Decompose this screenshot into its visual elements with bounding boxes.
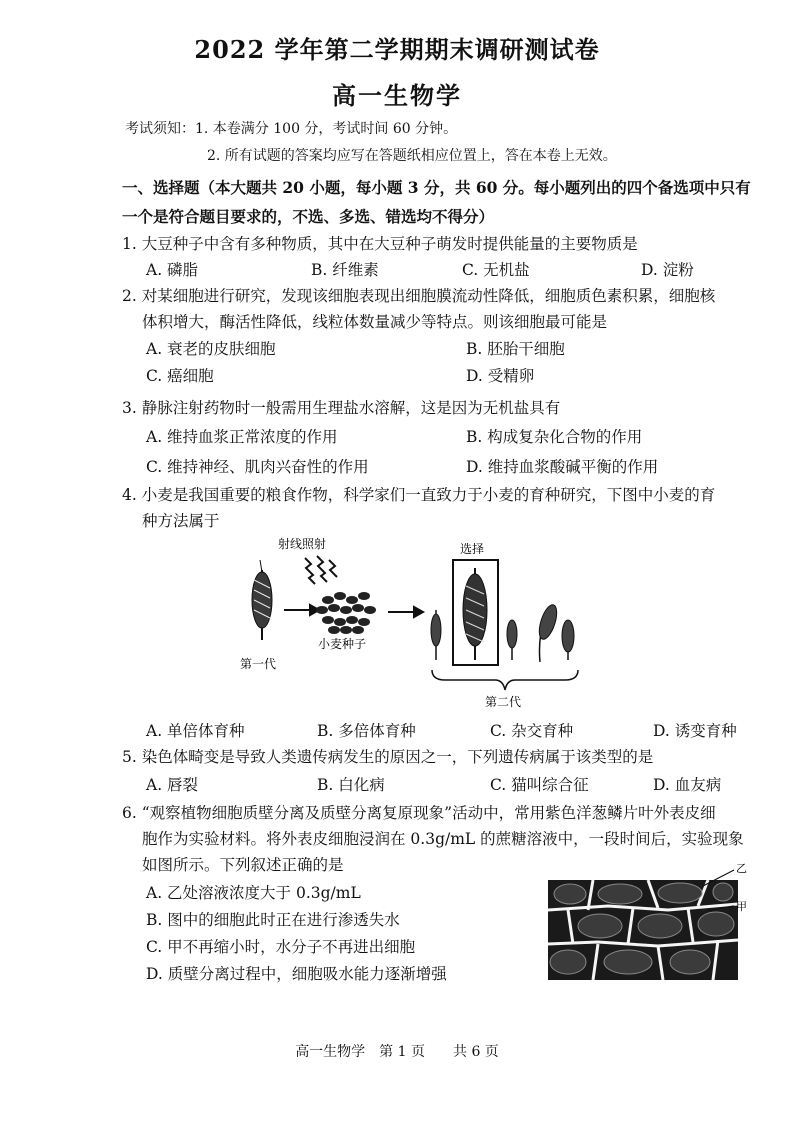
question-5-stem: 5. 染色体畸变是导致人类遗传病发生的原因之一，下列遗传病属于该类型的是 [122, 748, 654, 766]
question-1-option-c: C. 无机盐 [462, 261, 530, 279]
question-6-stem-line-2: 胞作为实验材料。将外表皮细胞浸润在 0.3g/mL 的蔗糖溶液中，一段时间后，实验现象 [142, 830, 744, 848]
question-3-option-c: C. 维持神经、肌肉兴奋性的作用 [146, 458, 369, 476]
arrow-right-icon [388, 607, 423, 617]
question-5-option-b: B. 白化病 [317, 776, 385, 794]
radiation-label: 射线照射 [278, 537, 327, 551]
page-footer: 高一生物学 第 1 页 共 6 页 [295, 1044, 499, 1060]
question-1-stem: 1. 大豆种子中含有多种物质，其中在大豆种子萌发时提供能量的主要物质是 [122, 235, 638, 253]
question-4-option-d: D. 诱变育种 [653, 722, 737, 740]
question-4-stem-line-1: 4. 小麦是我国重要的粮食作物，科学家们一直致力于小麦的育种研究，下图中小麦的育 [122, 486, 716, 504]
selection-label: 选择 [460, 542, 485, 556]
question-5-option-d: D. 血友病 [653, 776, 722, 794]
generation-1-label: 第一代 [240, 657, 277, 671]
question-3-option-d: D. 维持血浆酸碱平衡的作用 [466, 458, 659, 476]
question-4-option-a: A. 单倍体育种 [146, 722, 245, 740]
question-1-option-a: A. 磷脂 [146, 261, 199, 279]
notice-item-1: 1. 本卷满分 100 分，考试时间 60 分钟。 [195, 121, 458, 137]
page-subtitle: 高一生物学 [332, 81, 462, 110]
generation-2-brace [432, 670, 578, 690]
section-heading-line-1: 一、选择题（本大题共 20 小题，每小题 3 分，共 60 分。每小题列出的四个备选项中只有 [122, 178, 751, 197]
question-6-option-a: A. 乙处溶液浓度大于 0.3g/mL [146, 884, 361, 902]
label-yi: 乙 [736, 862, 747, 875]
question-4-stem-line-2: 种方法属于 [142, 512, 220, 530]
generation-2-label: 第二代 [485, 695, 522, 709]
question-5-option-c: C. 猫叫综合征 [490, 776, 589, 794]
label-jia: 甲 [736, 900, 747, 913]
question-2-option-d: D. 受精卵 [466, 367, 535, 385]
onion-cell-figure [548, 858, 748, 980]
question-3-option-b: B. 构成复杂化合物的作用 [466, 428, 643, 446]
seed-pile-icon [316, 592, 376, 634]
question-2-stem-line-1: 2. 对某细胞进行研究，发现该细胞表现出细胞膜流动性降低，细胞质色素积累，细胞核 [122, 287, 716, 305]
wheat-ear-small-3-icon [562, 620, 574, 660]
arrow-right-icon [284, 605, 319, 615]
wheat-ear-generation-1-icon [252, 560, 272, 640]
question-1-option-b: B. 纤维素 [311, 261, 379, 279]
question-6-option-b: B. 图中的细胞此时正在进行渗透失水 [146, 911, 400, 929]
question-6-stem-line-1: 6. “观察植物细胞质壁分离及质壁分离复原现象”活动中，常用紫色洋葱鳞片叶外表皮细 [122, 804, 716, 822]
notice-label: 考试须知： [125, 121, 195, 137]
wheat-ear-small-2-icon [507, 620, 517, 660]
wheat-ear-bent-icon [536, 603, 560, 662]
question-4-option-c: C. 杂交育种 [490, 722, 574, 740]
wheat-ear-small-1-icon [431, 610, 441, 660]
seed-label: 小麦种子 [318, 637, 367, 651]
question-2-stem-line-2: 体积增大，酶活性降低，线粒体数量减少等特点。则该细胞最可能是 [142, 313, 608, 331]
question-6-stem-line-3: 如图所示。下列叙述正确的是 [142, 856, 344, 874]
question-4-option-b: B. 多倍体育种 [317, 722, 416, 740]
question-3-stem: 3. 静脉注射药物时一般需用生理盐水溶解，这是因为无机盐具有 [122, 399, 561, 417]
wheat-breeding-figure [220, 530, 600, 720]
question-6-option-c: C. 甲不再缩小时，水分子不再进出细胞 [146, 938, 416, 956]
question-1-option-d: D. 淀粉 [641, 261, 694, 279]
question-2-option-c: C. 癌细胞 [146, 367, 214, 385]
question-2-option-a: A. 衰老的皮肤细胞 [146, 340, 276, 358]
wheat-ear-selected-icon [463, 568, 487, 660]
page-title: 2022 学年第二学期期末调研测试卷 [194, 35, 600, 64]
question-6-option-d: D. 质壁分离过程中，细胞吸水能力逐渐增强 [146, 965, 447, 983]
question-5-option-a: A. 唇裂 [146, 776, 199, 794]
question-3-option-a: A. 维持血浆正常浓度的作用 [146, 428, 338, 446]
section-heading-line-2: 一个是符合题目要求的，不选、多选、错选均不得分） [122, 207, 495, 226]
radiation-icon [305, 556, 337, 584]
notice-item-2: 2. 所有试题的答案均应写在答题纸相应位置上，答在本卷上无效。 [207, 148, 617, 164]
question-2-option-b: B. 胚胎干细胞 [466, 340, 565, 358]
